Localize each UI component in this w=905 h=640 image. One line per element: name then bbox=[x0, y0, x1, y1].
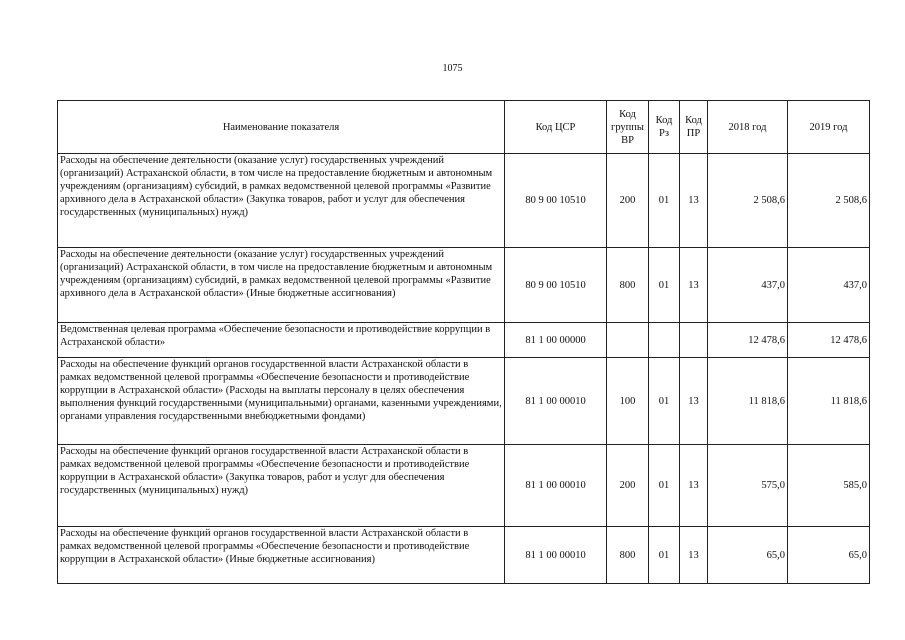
cell-name: Расходы на обеспечение деятельности (оказание услуг) государственных учреждений (организаций) Астраханской области, в том числе на предоставление бюджетным и автономным учреждениям (организациям) субсидий, в рамках ведомственной целевой программы «Развитие архивного дела в Астраханской области» (Иные бюджетные ассигнования) bbox=[58, 248, 505, 323]
header-name: Наименование показателя bbox=[58, 101, 505, 154]
cell-vr: 800 bbox=[607, 527, 649, 584]
cell-csr: 81 1 00 00010 bbox=[505, 445, 607, 527]
header-row bbox=[58, 101, 870, 154]
cell-name: Ведомственная целевая программа «Обеспечение безопасности и противодействие коррупции в Астраханской области» bbox=[58, 323, 505, 358]
cell-2019: 12 478,6 bbox=[788, 323, 870, 358]
cell-rz bbox=[649, 323, 680, 358]
budget-table bbox=[57, 100, 870, 584]
cell-2018: 2 508,6 bbox=[708, 154, 788, 248]
cell-vr bbox=[607, 323, 649, 358]
cell-rz: 01 bbox=[649, 445, 680, 527]
table-row bbox=[58, 445, 870, 527]
cell-2019: 585,0 bbox=[788, 445, 870, 527]
cell-csr: 80 9 00 10510 bbox=[505, 154, 607, 248]
table-row bbox=[58, 154, 870, 248]
cell-pr: 13 bbox=[680, 445, 708, 527]
cell-vr: 200 bbox=[607, 445, 649, 527]
header-csr: Код ЦСР bbox=[505, 101, 607, 154]
header-2018: 2018 год bbox=[708, 101, 788, 154]
cell-rz: 01 bbox=[649, 248, 680, 323]
cell-2019: 65,0 bbox=[788, 527, 870, 584]
cell-vr: 200 bbox=[607, 154, 649, 248]
cell-csr: 81 1 00 00000 bbox=[505, 323, 607, 358]
header-pr: Код ПР bbox=[680, 101, 708, 154]
header-rz: Код Рз bbox=[649, 101, 680, 154]
cell-2018: 575,0 bbox=[708, 445, 788, 527]
table-row bbox=[58, 248, 870, 323]
cell-rz: 01 bbox=[649, 154, 680, 248]
cell-pr: 13 bbox=[680, 527, 708, 584]
cell-2019: 2 508,6 bbox=[788, 154, 870, 248]
table-row bbox=[58, 358, 870, 445]
cell-2018: 11 818,6 bbox=[708, 358, 788, 445]
cell-rz: 01 bbox=[649, 527, 680, 584]
cell-2018: 12 478,6 bbox=[708, 323, 788, 358]
cell-csr: 81 1 00 00010 bbox=[505, 358, 607, 445]
cell-pr bbox=[680, 323, 708, 358]
cell-name: Расходы на обеспечение функций органов государственной власти Астраханской области в рамках ведомственной целевой программы «Обеспечение безопасности и противодействие коррупции в Астраханской области» (Иные бюджетные ассигнования) bbox=[58, 527, 505, 584]
cell-pr: 13 bbox=[680, 358, 708, 445]
table-row bbox=[58, 323, 870, 358]
cell-2018: 65,0 bbox=[708, 527, 788, 584]
cell-vr: 800 bbox=[607, 248, 649, 323]
cell-vr: 100 bbox=[607, 358, 649, 445]
cell-name: Расходы на обеспечение функций органов государственной власти Астраханской области в рамках ведомственной целевой программы «Обеспечение безопасности и противодействие коррупции в Астраханской области» (Закупка товаров, работ и услуг для обеспечения государственных (муниципальных) нужд) bbox=[58, 445, 505, 527]
cell-pr: 13 bbox=[680, 154, 708, 248]
header-vr: Код группы ВР bbox=[607, 101, 649, 154]
cell-csr: 80 9 00 10510 bbox=[505, 248, 607, 323]
cell-pr: 13 bbox=[680, 248, 708, 323]
cell-2018: 437,0 bbox=[708, 248, 788, 323]
cell-2019: 437,0 bbox=[788, 248, 870, 323]
page-number: 1075 bbox=[442, 63, 463, 74]
cell-name: Расходы на обеспечение функций органов государственной власти Астраханской области в рамках ведомственной целевой программы «Обеспечение безопасности и противодействие коррупции в Астраханской области» (Расходы на выплаты персоналу в целях обеспечения выполнения функций государственными (муниципальными) органами, казенными учреждениями, органами управления государственными внебюджетными фондами) bbox=[58, 358, 505, 445]
cell-2019: 11 818,6 bbox=[788, 358, 870, 445]
cell-name: Расходы на обеспечение деятельности (оказание услуг) государственных учреждений (организаций) Астраханской области, в том числе на предоставление бюджетным и автономным учреждениям (организациям) субсидий, в рамках ведомственной целевой программы «Развитие архивного дела в Астраханской области» (Закупка товаров, работ и услуг для обеспечения государственных (муниципальных) нужд) bbox=[58, 154, 505, 248]
cell-csr: 81 1 00 00010 bbox=[505, 527, 607, 584]
cell-rz: 01 bbox=[649, 358, 680, 445]
table-row bbox=[58, 527, 870, 584]
header-2019: 2019 год bbox=[788, 101, 870, 154]
